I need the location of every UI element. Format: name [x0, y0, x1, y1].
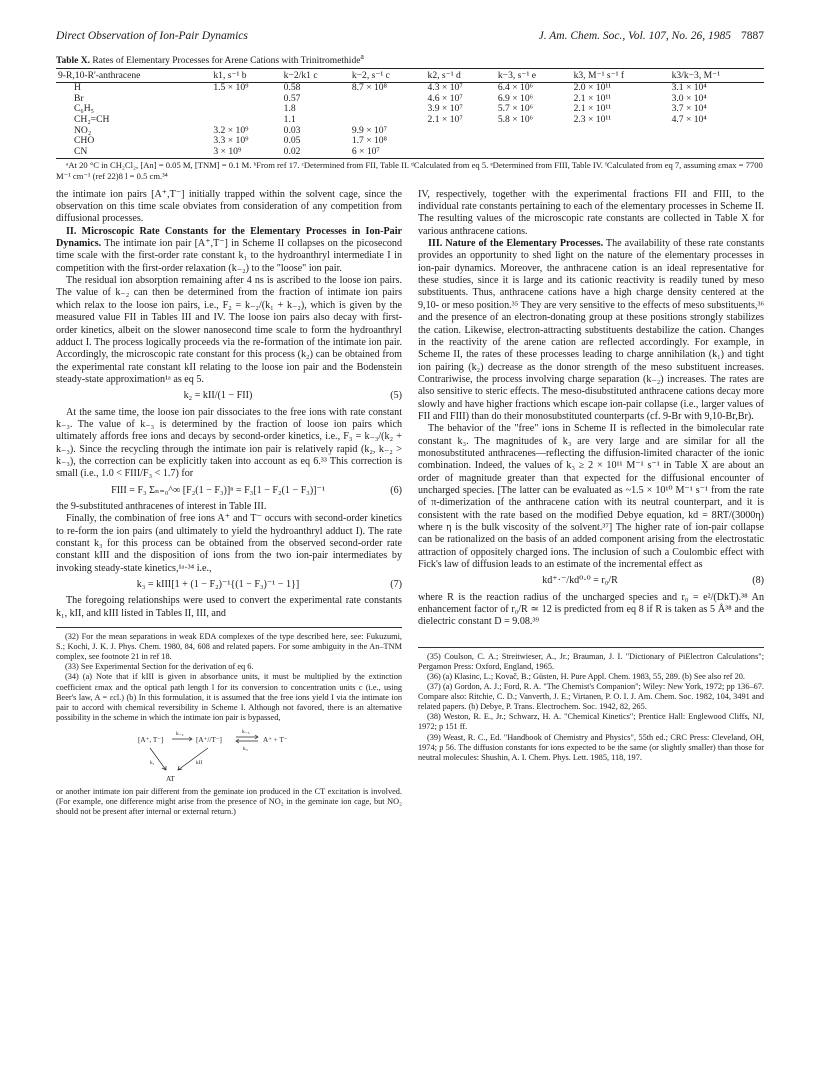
table-cell: [496, 126, 572, 137]
scheme-rate-k1: k₁: [150, 759, 155, 766]
scheme-rate-kII: kII: [196, 759, 203, 766]
table-cell: 3 × 10⁹: [211, 147, 281, 159]
table-cell: 0.05: [283, 135, 301, 147]
table-cell: [211, 104, 281, 115]
table-row: [56, 126, 764, 137]
row-label-cell: CN: [56, 147, 211, 159]
table-cell: 0.58: [283, 82, 301, 94]
footnotes-right: [418, 647, 764, 763]
row-label-cell: H: [74, 82, 81, 94]
equation-7: [56, 579, 402, 591]
paragraph: The residual ion absorption remaining after 4 ns is ascribed to the loose ion pairs. The value of k₋₂ can then be determined from the fraction of intimate ion pairs which relax to the loose ion pairs, i.e., F₂ = k₋₂/(k₁ + k₋₂), which is given by the measured value FII in Tables III and IV. The loose ion pairs also decay with first-order kinetics, albeit on the slower nanosecond time scale to form the hydroanthryl adduct I. The process logically proceeds via the re-formation of the intimate ion pair. Accordingly, the microscopic rate constant for this process (k₂) can be obtained from the experimental rate constant kII relating to the loose ion pair and the Bodenstein steady-state approximation¹ᵃ as eq 5.: [56, 275, 402, 385]
table-cell: 4.7 × 10⁴: [671, 113, 707, 125]
table-cell: 4.3 × 10⁷: [427, 82, 463, 94]
table-footnotes: ᵃAt 20 °C in CH₂Cl₂, [An] = 0.05 M, [TNM] = 0.1 M. ᵇFrom ref 17. ᶜDetermined from FII, Table II. ᵈCalculated from eq 5. ᵉDetermined from FIII, Table IV. ᶠCalculated from eq 7, assuming εmax = 7700 M⁻¹ cm⁻¹ (ref 22)8 l = 0.5 cm.³⁴: [56, 160, 763, 181]
scheme-rate-k-3: k₋₃: [242, 728, 250, 735]
table-cell: [426, 136, 496, 147]
footnote-37: (37) (a) Gordon, A. J.; Ford, R. A. "The Chemist's Companion"; Wiley: New York, 1972; pp 136–67. Compare also: Ritchie, C. D.; Vanverth, J. E.; Virtanen, P. O. I. J. Am. Chem. Soc. 1982, 104, 3491 and related papers. (b) Debye, P. Trans. Electrochem. Soc. 1942, 82, 265.: [418, 682, 764, 712]
equation-number: (8): [752, 575, 764, 587]
table-cell: [211, 115, 281, 126]
paragraph: the intimate ion pairs [A⁺,T⁻] initially trapped within the solvent cage, since the observation on this time scale obviates from consideration of any competition from diffusional processes.: [56, 188, 402, 225]
column-header: k−3, s⁻¹ e: [496, 69, 572, 83]
body-columns: [56, 189, 764, 817]
table-cell: 3.1 × 10⁴: [671, 82, 707, 94]
column-header: 9-R,10-R'-anthracene: [56, 69, 211, 83]
column-header: k1, s⁻¹ b: [211, 69, 281, 83]
scheme-arrow: [178, 748, 208, 770]
table-cell: 1.8: [283, 103, 296, 115]
paragraph: the 9-substituted anthracenes of interest in Table III.: [56, 500, 267, 512]
running-header: [56, 30, 764, 46]
left-column: [56, 189, 402, 817]
table-row: [56, 94, 764, 105]
column-header: k3, M⁻¹ s⁻¹ f: [572, 69, 670, 83]
table-caption: [56, 52, 764, 66]
equation-6: [56, 485, 402, 497]
paragraph: The behavior of the "free" ions in Scheme II is reflected in the bimolecular rate constant k₃. The magnitudes of k₃ are very large and are similar for all the monosubstituted anthracenes—reflecting the diffusion-limited character of the ionic combination. Indeed, the values of k₃ ≥ 2 × 10¹¹ M⁻¹ s⁻¹ in Table X are about an order of magnitude greater than that expected for the diffusional encounter of uncharged species. [The latter can be evaluated as ~1.5 × 10¹⁰ M⁻¹ s⁻¹ from the rate of π-dimerization of the anthracene cation with its neutral counterpart, and it is consistent with the rate based on the modified Debye equation, kd = 8RT/(3000η) where η is the bulk viscosity of the solvent.³⁷] The higher rate of ion-pair collapse can be rationalized on the basis of an added component arising from the electrostatic attraction of oppositely charged ions. The inclusion of such a Coulombic effect with Fick's law of diffusion leads to an estimate of the incremental effect as: [418, 423, 764, 571]
footnote-34-continued: or another intimate ion pair different from the geminate ion produced in the CT excitation is involved. (For example, one difference might arise from the presence of NO₂ in the geminate ion cage, but NO₂ should not be present after internal or external return.): [56, 786, 402, 817]
equation-body: k₃ = kIII[1 + (1 − F₂)⁻¹{(1 − F₃)⁻¹ − 1}]: [136, 579, 300, 591]
rate-constants-table: [56, 68, 764, 159]
table-row: [56, 115, 764, 126]
table-header-row: [56, 69, 764, 83]
running-title: Direct Observation of Ion-Pair Dynamics: [56, 30, 248, 42]
ion-pair-scheme: [136, 726, 336, 784]
section-paragraph: III. Nature of the Elementary Processes. The availability of these rate constants provides an opportunity to shed light on the nature of the elementary processes in ion-pair dynamics. Moreover, the anthracene cation is an ideal representative for these studies, since it is large and its cationic reactivity is readily tuned by meso substituents. Thus, anthracene cations have a high charge density centered at the 9,10- or meso position.³⁵ They are very sensitive to the effects of meso substituents,³⁶ and the presence of an electron-donating group at these positions strongly stabilizes the cation. Likewise, electron-attracting substituents destabilize the cation. Changes in the reactivity of the arene cation are reflected accordingly. For example, in Scheme II, the rates of these processes leading to charge annihilation (k₁) and tight ion pairing (k₂) decrease as the donor strength of the meso substituent increases. Contrariwise, the process involving charge separation (k₋₂) increases. The rates are also sensitive to steric effects. The meso-disubstituted anthracene cations decay more slowly and have higher fractions which escape ion-pair collapse (i.e., larger values of FII and FIII) than do their monosubstituted counterparts (cf. 9-Br with 9,10-Br,Br).: [418, 238, 764, 422]
footnote-38: (38) Weston, R. E., Jr.; Schwarz, H. A. "Chemical Kinetics"; Prentice Hall: Englewood Cliffs, NJ, 1972; p 151 ff.: [418, 712, 764, 732]
section-heading: III. Nature of the Elementary Processes.: [428, 238, 604, 250]
table-cell: 5.8 × 10⁶: [497, 113, 533, 125]
row-label-cell: Br: [74, 92, 84, 104]
table-cell: 8.7 × 10⁸: [351, 82, 387, 94]
footnotes-left: [56, 627, 402, 817]
table-cell: [211, 94, 281, 105]
table-cell: 3.7 × 10⁴: [671, 103, 707, 115]
journal-citation: J. Am. Chem. Soc., Vol. 107, No. 26, 1985 7887: [538, 30, 764, 42]
table-cell: 0.57: [283, 92, 301, 104]
equation-number: (6): [390, 484, 402, 496]
column-header: k2, s⁻¹ d: [426, 69, 496, 83]
table-cell: 3.9 × 10⁷: [427, 103, 463, 115]
table-cell: [572, 147, 670, 159]
paragraph: Finally, the combination of free ions A⁺ and T⁻ occurs with second-order kinetics to re-form the ion pairs (and ultimately to yield the hydroanthryl adduct I). The rate constant k₃ for this process can be obtained from the observed second-order rate constant kIII and the disposition of ions from the two ion-pair intermediates by invoking steady-state kinetics,¹ᵃ·³⁴ i.e.,: [56, 513, 402, 574]
table-cell: 2.0 × 10¹¹: [573, 82, 612, 94]
table-cell: 2.1 × 10¹¹: [573, 103, 612, 115]
table-cell: 2.3 × 10¹¹: [573, 113, 612, 125]
table-cell: 9.9 × 10⁷: [351, 124, 387, 136]
equation-body: FIII = F₃ Σₙ₌₀^∞ [F₂(1 − F₃)]ⁿ = F₃[1 − F₂(1 − F₃)]⁻¹: [111, 484, 325, 496]
table-cell: [496, 136, 572, 147]
row-label-cell: CH₂=CH: [74, 113, 110, 125]
footnote-35: (35) Coulson, C. A.; Streitwieser, A., Jr.; Brauman, J. I. "Dictionary of PiElectron Calculations"; Pergamon Press: Oxford, England, 1965.: [418, 651, 764, 671]
scheme-arrowhead: [162, 766, 166, 770]
footnote-39: (39) Weast, R. C., Ed. "Handbook of Chemistry and Physics", 55th ed.; CRC Press: Cleveland, OH, 1974; p 56. The diffusion constants for ions expected to be the same (or slightly smaller) than those for neutral molecules: Shushin, A. I. Chem. Phys. Lett. 1985, 118, 197.: [418, 732, 764, 762]
table-cell: 1.7 × 10⁸: [351, 135, 387, 147]
right-column: [418, 189, 764, 817]
equation-body: kd⁺·⁻/kd⁰·⁰ = r₀/R: [542, 575, 618, 587]
table-cell: [670, 126, 764, 137]
table-cell: 6 × 10⁷: [350, 147, 426, 159]
table-cell: 6.9 × 10⁶: [497, 92, 533, 104]
table-row: [56, 136, 764, 147]
table-row: [56, 104, 764, 115]
footnote-34: (34) (a) Note that if kIII is given in absorbance units, it must be multiplied by the extinction coefficient εmax and the optical path length l for its conversion to concentration units c (i.e., using Beer's law, A = εcl.) (b) In this formulation, it is assumed that the free ions yield I via the intimate ion pair to accord with chemical reversibility in Scheme I. Although not favored, there is an alternative possibility in the scheme in which the intimate ion pair is bypassed,: [56, 672, 402, 722]
table-cell: 1.5 × 10⁹: [213, 82, 249, 94]
table-cell: [350, 115, 426, 126]
table-cell: [572, 136, 670, 147]
scheme-arrow: [150, 748, 166, 770]
table-cell: 0.03: [283, 124, 301, 136]
table-caption-footnote-mark: a: [360, 52, 364, 61]
journal-page: [56, 30, 764, 817]
paragraph: At the same time, the loose ion pair dissociates to the free ions with rate constant k₋₃. The value of k₋₃ is determined by the fraction of loose ion pairs which ultimately affords free ions and decays by second-order kinetics, i.e., F₃ = k₋₃/(k₂ + k₋₃). Since the recycling through the intimate ion pair is relatively rapid (k₂, k₋₂ > k₋₃), the correction can be explicitly taken into account as eq 6.³³ This correction is small (i.e., 1.0 < FIII/F₃ < 1.7) for: [56, 406, 402, 480]
paragraph: The foregoing relationships were used to convert the experimental rate constants k₁, kII, and kIII listed in Tables II, III, and: [56, 595, 402, 619]
table-cell: 1.1: [283, 113, 296, 125]
table-cell: [670, 136, 764, 147]
scheme-rate-k3: k₃: [243, 745, 248, 752]
table-cell: 4.6 × 10⁷: [427, 92, 463, 104]
table-cell: 2.1 × 10⁷: [427, 113, 463, 125]
table-cell: [350, 94, 426, 105]
table-row: [56, 83, 764, 94]
footnote-32: (32) For the mean separations in weak EDA complexes of the type described here, see: Fukuzumi, S.; Kochi, J. K. J. Phys. Chem. 1980, 84, 608 and related papers. For some ambiguity in the An–TNM complex, see footnote 21 in ref 18.: [56, 632, 402, 662]
table-cell: [426, 126, 496, 137]
table-cell: [670, 147, 764, 159]
scheme-rate-k-2: k₋₂: [176, 730, 184, 737]
paragraph: IV, respectively, together with the experimental fractions FII and FIII, to the individual rate constants pertaining to each of the elementary processes in Scheme II. The resulting values of the microscopic rate constants are collected in Table X for various anthracene cations.: [418, 188, 764, 237]
section-paragraph: II. Microscopic Rate Constants for the Elementary Processes in Ion-Pair Dynamics. The intimate ion pair [A⁺,T⁻] in Scheme II collapses on the picosecond time scale with the first-order rate constant k₁ to the hydroanthryl intermediate I in competition with the first-order relaxation (k₋₂) to the "loose" ion pair.: [56, 225, 402, 274]
equation-5: [56, 390, 402, 402]
table-cell: 3.2 × 10⁹: [213, 124, 249, 136]
table-body: [56, 83, 764, 159]
table-cell: [496, 147, 572, 159]
footnote-33: (33) See Experimental Section for the derivation of eq 6.: [65, 662, 254, 672]
scheme-adduct: AT: [166, 774, 175, 783]
table-caption-text: Rates of Elementary Processes for Arene Cations with Trinitromethide: [92, 56, 361, 67]
row-label-cell: C₆H₅: [74, 103, 95, 115]
row-label-cell: CHO: [74, 135, 95, 147]
column-header: k−2/k1 c: [282, 69, 350, 83]
column-header: k−2, s⁻¹ c: [350, 69, 426, 83]
equation-8: [418, 575, 764, 587]
table-cell: 0.02: [282, 147, 350, 159]
table-row: [56, 147, 764, 159]
table-cell: 3.0 × 10⁴: [671, 92, 707, 104]
table-cell: [572, 126, 670, 137]
page-number: 7887: [741, 30, 764, 42]
table-cell: 6.4 × 10⁶: [497, 82, 533, 94]
table-cell: [426, 147, 496, 159]
section-heading: II. Microscopic Rate Constants for the Elementary Processes in Ion-Pair Dynamics.: [56, 225, 402, 250]
table-cell: 5.7 × 10⁶: [497, 103, 533, 115]
equation-number: (7): [390, 579, 402, 591]
scheme-free-ions: A⁺ + T⁻: [263, 735, 288, 744]
table-cell: 3.3 × 10⁹: [213, 135, 249, 147]
table-label: Table X.: [56, 56, 90, 67]
scheme-intimate-pair: [A⁺, T⁻]: [138, 735, 164, 744]
table-cell: 2.1 × 10¹¹: [573, 92, 612, 104]
equation-number: (5): [390, 390, 402, 402]
paragraph: where R is the reaction radius of the uncharged species and r₀ = e²/(DkT).³⁸ An enhancement factor of r₀/R ≃ 12 is predicted from eq 8 if R is taken as 5 Å³⁸ and the dielectric constant D = 9.08.³⁹: [418, 591, 764, 628]
row-label-cell: NO₂: [74, 124, 92, 136]
footnote-36: (36) (a) Klasinc, L.; Kovač, B.; Güsten, H. Pure Appl. Chem. 1983, 55, 289. (b) See also ref 20.: [427, 671, 745, 681]
scheme-loose-pair: [A⁺//T⁻]: [196, 735, 222, 744]
equation-body: k₂ = kII/(1 − FII): [183, 390, 253, 402]
table-cell: [350, 104, 426, 115]
column-header: k3/k−3, M⁻¹: [670, 69, 764, 83]
